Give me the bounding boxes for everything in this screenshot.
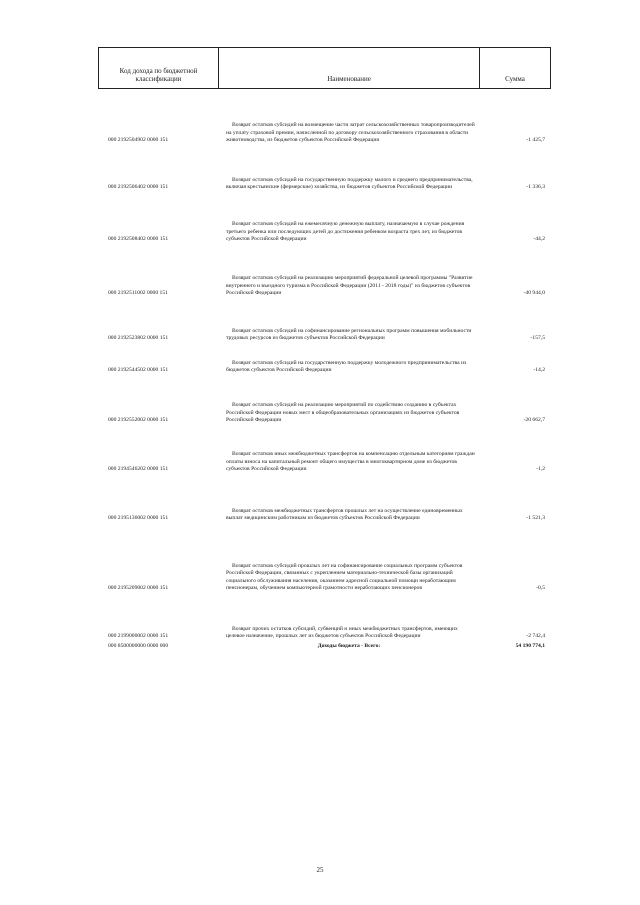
row-amount: -40 944,0 — [523, 289, 545, 296]
row-name: Возврат остатков субсидий на реализацию мероприятий федеральной целевой программы "Развитие внутреннего и въездного туризма в Российской Федерации (2011 - 2018 годы)" из бюджетов субъектов Российской Федерации — [226, 275, 473, 296]
budget-table — [98, 47, 551, 89]
table-row — [98, 310, 551, 342]
table-row — [98, 436, 551, 473]
row-name: Возврат остатков субсидий на возмещение части затрат сельскохозяйственных товаропроизводителей на уплату страховой премии, начисленной по договору сельскохозяйственного страхования в области животноводства, из бюджетов субъектов Российской Федерации — [226, 122, 475, 143]
row-name: Возврат остатков иных межбюджетных трансфертов на компенсацию отдельным категориям граждан оплаты взноса на капитальный ремонт общего имущества в многоквартирном доме из бюджетов субъектов Российской Федерации — [226, 451, 475, 472]
row-code: 000 2192508402 0000 151 — [108, 235, 169, 242]
table-row — [98, 260, 551, 297]
table-row — [98, 492, 551, 522]
row-amount: -1,2 — [536, 465, 545, 472]
row-code: 000 2194546202 0000 151 — [108, 465, 169, 472]
row-name: Возврат остатков субсидий на государственную поддержку малого и среднего предпринимательства, включая крестьянские (фермерские) хозяйства, из бюджетов субъектов Российской Федерации — [226, 176, 473, 190]
row-name: Возврат прочих остатков субсидий, субвенций и иных межбюджетных трансфертов, имеющих целевое назначение, прошлых лет из бюджетов субъектов Российской Федерации — [226, 625, 458, 639]
row-amount: -14,2 — [533, 366, 545, 373]
page-number: 25 — [316, 866, 324, 874]
total-row — [98, 641, 551, 650]
table-row — [98, 354, 551, 374]
row-name: Возврат остатков субсидий на государственную поддержку молодежного предпринимательства из бюджетов субъектов Российской Федерации — [226, 359, 467, 373]
row-amount: -157,5 — [530, 334, 545, 341]
table-row — [98, 535, 551, 592]
table-row — [98, 163, 551, 191]
total-amount: 54 190 774,1 — [515, 642, 545, 649]
row-amount: -2 742,4 — [526, 632, 545, 639]
total-code: 000 8500000000 0000 000 — [108, 642, 169, 649]
row-code: 000 2199000002 0000 151 — [108, 632, 169, 639]
row-code: 000 2192523802 0000 151 — [108, 334, 169, 341]
header-name: Наименование — [219, 48, 480, 88]
total-label: Доходы бюджета - Всего: — [317, 642, 381, 649]
row-name: Возврат остатков субсидий прошлых лет на софинансирование социальных программ субъектов Российской Федерации, связанных с укреплением материально-технической базы организаций социального обслуживания населения, оказанием адресной социальной помощи неработающим пенсионерам, обучением компьютерной грамотности неработающих пенсионеров — [226, 563, 463, 591]
row-amount: -44,2 — [533, 235, 545, 242]
table-header — [98, 47, 551, 89]
header-code: Код дохода по бюджетной классификации — [99, 48, 219, 88]
row-amount: -1 521,3 — [526, 514, 545, 521]
header-amount: Сумма — [505, 75, 525, 83]
row-name: Возврат остатков межбюджетных трансфертов прошлых лет на осуществление единовременных выплат медицинским работникам из бюджетов субъектов Российской Федерации — [226, 507, 463, 521]
row-amount: -0,5 — [536, 584, 545, 591]
row-code: 000 2192552002 0000 151 — [108, 416, 169, 423]
row-code: 000 2192511002 0000 151 — [108, 289, 168, 296]
row-code: 000 2192506402 0000 151 — [108, 183, 169, 190]
row-name: Возврат остатков субсидий на ежемесячную денежную выплату, назначаемую в случае рождения третьего ребенка или последующих детей до достижения ребенком возраста трех лет, из бюджетов субъектов Российской Федерации — [226, 221, 465, 242]
row-name: Возврат остатков субсидий на реализацию мероприятий по содействию созданию в субъектах Российской Федерации новых мест в общеобразовательных организациях из бюджетов субъектов Российской Федерации — [226, 402, 460, 423]
row-amount: -20 662,7 — [523, 416, 545, 423]
row-code: 000 2192544502 0000 151 — [108, 366, 169, 373]
table-row — [98, 612, 551, 640]
table-row — [98, 387, 551, 424]
row-amount: -1 425,7 — [526, 136, 545, 143]
row-name: Возврат остатков субсидий на софинансирование региональных программ повышения мобильности трудовых ресурсов из бюджетов субъектов Российской Федерации — [226, 327, 472, 341]
row-code: 000 2192504902 0000 151 — [108, 136, 169, 143]
row-amount: -1 336,3 — [526, 183, 545, 190]
row-code: 000 2195136002 0000 151 — [108, 514, 169, 521]
table-row — [98, 213, 551, 243]
table-row — [98, 114, 551, 144]
row-code: 000 2195209002 0000 151 — [108, 584, 169, 591]
